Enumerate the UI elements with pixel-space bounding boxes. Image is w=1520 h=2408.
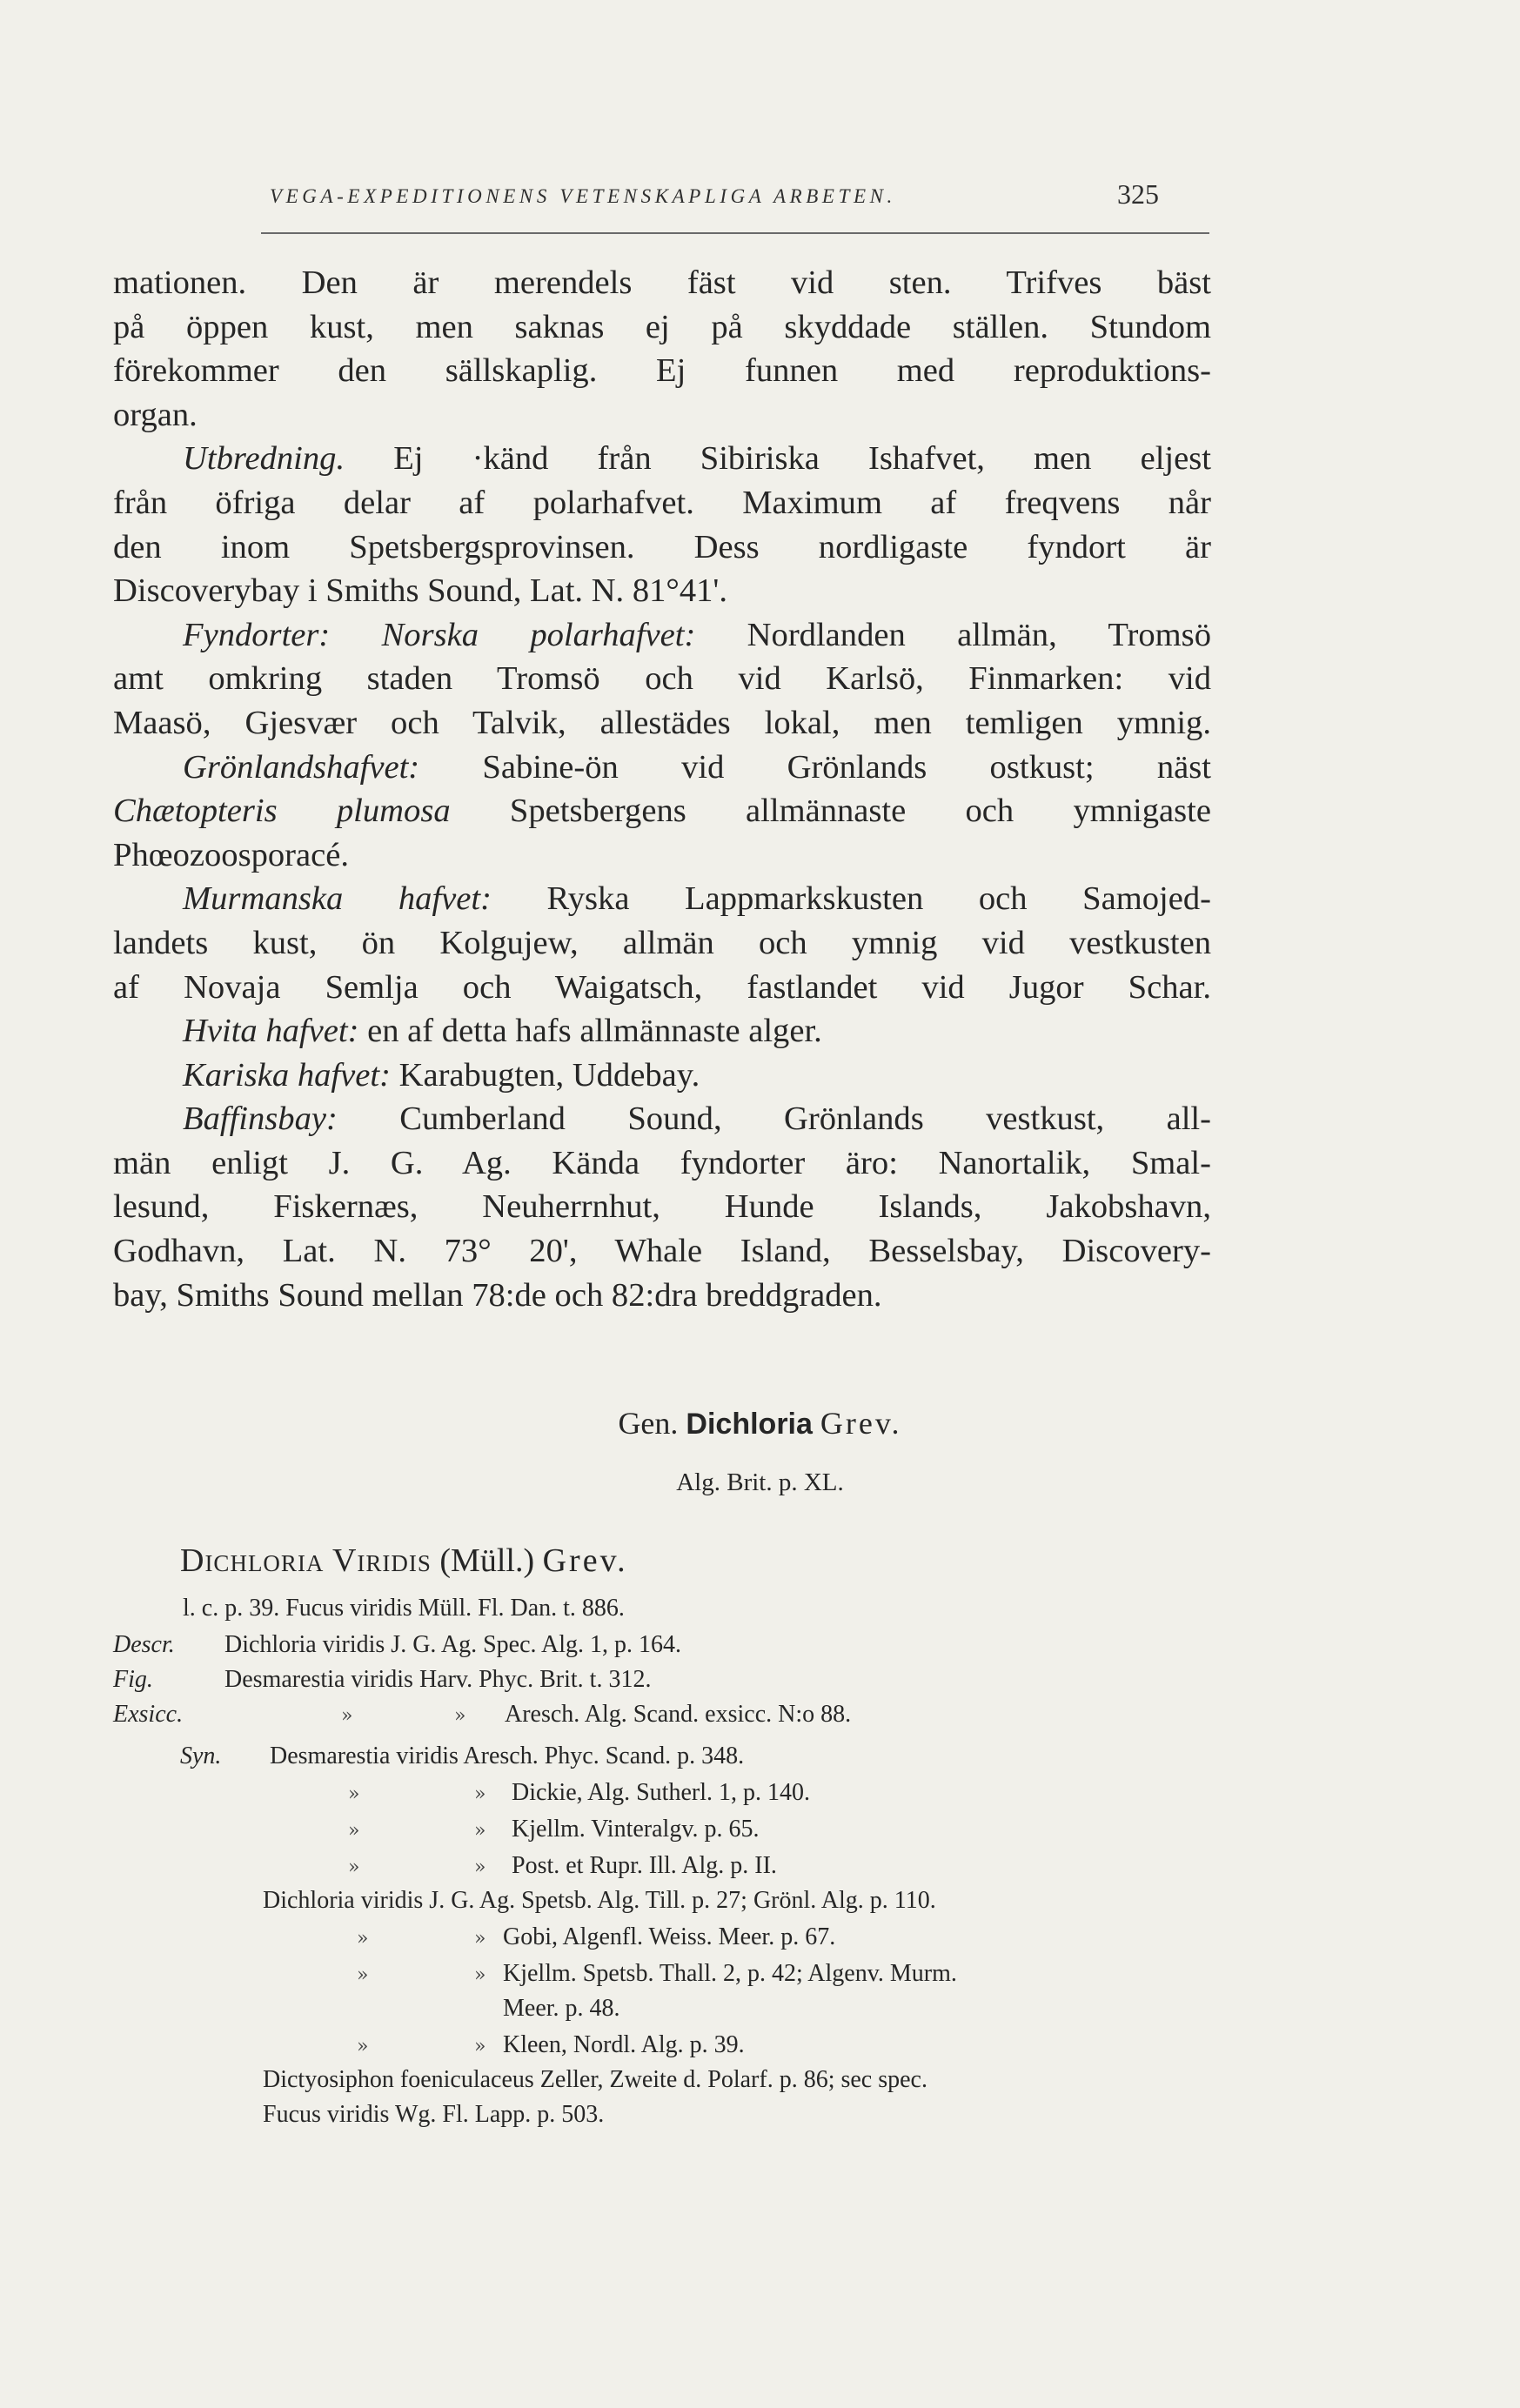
text-line: af Novaja Semlja och Waigatsch, fastlandet vid Jugor Schar. — [113, 968, 1211, 1006]
ditto-mark: » — [357, 2036, 369, 2057]
text-line: Discoverybay i Smiths Sound, Lat. N. 81°41'. — [113, 572, 728, 610]
species-heading: Dichloria Viridis (Müll.) Grev. — [180, 1542, 628, 1579]
ditto-mark: » — [474, 1964, 486, 1986]
text-line: från öfriga delar af polarhafvet. Maximum af freqvens når — [113, 484, 1211, 521]
synonymy-line: Dickie, Alg. Sutherl. 1, p. 140. — [512, 1779, 810, 1806]
region-label-gronlandshafvet: Grönlandshafvet: — [183, 748, 420, 786]
species-name-chaetopteris: Chætopteris plumosa — [113, 793, 451, 830]
text-line: lesund, Fiskernæs, Neuherrnhut, Hunde Islands, Jakobshavn, — [113, 1188, 1211, 1226]
exsicc-label: Exsicc. — [113, 1701, 184, 1728]
ditto-mark: » — [474, 1856, 486, 1878]
syn-label: Syn. — [180, 1742, 222, 1769]
text-line: Grönlandshafvet: Sabine-ön vid Grönlands ostkust; näst — [183, 748, 1211, 786]
text-line: landets kust, ön Kolgujew, allmän och ymnig vid vestkusten — [113, 924, 1211, 961]
text-line: den inom Spetsbergsprovinsen. Dess nordligaste fyndort är — [113, 528, 1211, 565]
synonymy-line: Dictyosiphon foeniculaceus Zeller, Zweite d. Polarf. p. 86; sec spec. — [263, 2066, 927, 2093]
synonymy-line: Kleen, Nordl. Alg. p. 39. — [503, 2031, 745, 2058]
text-line: Fyndorter: Norska polarhafvet: Nordlanden allmän, Tromsö — [183, 616, 1211, 653]
text-line: Maasö, Gjesvær och Talvik, allestädes lokal, men temligen ymnig. — [113, 704, 1211, 741]
ditto-mark: » — [474, 2036, 486, 2057]
genus-author: Grev. — [820, 1406, 902, 1441]
species-genus: Dichloria — [180, 1542, 325, 1579]
ditto-mark: » — [348, 1856, 360, 1878]
region-label-murmanska: Murmanska hafvet: — [183, 880, 492, 918]
region-label-baffinsbay: Baffinsbay: — [183, 1100, 338, 1138]
synonymy-line: Fucus viridis Wg. Fl. Lapp. p. 503. — [263, 2101, 605, 2128]
ditto-mark: » — [474, 1783, 486, 1805]
descr-label: Descr. — [113, 1631, 175, 1658]
text-line: på öppen kust, men saknas ej på skyddade ställen. Stundom — [113, 308, 1211, 345]
genus-heading: Gen. Dichloria Grev. — [618, 1406, 902, 1441]
synonymy-line: Dichloria viridis J. G. Ag. Spetsb. Alg. Till. p. 27; Grönl. Alg. p. 110. — [263, 1887, 936, 1914]
ditto-mark: » — [341, 1705, 353, 1727]
synonymy-line: Desmarestia viridis Aresch. Phyc. Scand. p. 348. — [270, 1742, 745, 1769]
text-line: Godhavn, Lat. N. 73° 20', Whale Island, Besselsbay, Discovery- — [113, 1233, 1211, 1270]
text-line: Chætopteris plumosa Spetsbergens allmännaste och ymnigaste — [113, 793, 1212, 830]
page-number: 325 — [1117, 178, 1159, 210]
ditto-mark: » — [474, 1928, 486, 1950]
genus-name: Dichloria — [686, 1408, 813, 1441]
text-line: Baffinsbay: Cumberland Sound, Grönlands vestkust, all- — [183, 1100, 1211, 1138]
ditto-mark: » — [357, 1964, 369, 1986]
synonymy-line: Aresch. Alg. Scand. exsicc. N:o 88. — [505, 1701, 852, 1728]
text-line: Kariska hafvet: Karabugten, Uddebay. — [183, 1056, 700, 1094]
section-label-utbredning: Utbredning. — [183, 440, 345, 478]
section-label-fyndorter: Fyndorter: Norska polarhafvet: — [183, 616, 696, 653]
species-epithet: Viridis — [331, 1542, 432, 1579]
text-line: mationen. Den är merendels fäst vid sten. Trifves bäst — [113, 264, 1211, 301]
main-text — [113, 261, 1211, 1317]
synonymy-line: Gobi, Algenfl. Weiss. Meer. p. 67. — [503, 1923, 836, 1950]
fig-label: Fig. — [113, 1666, 153, 1693]
text-line: Utbredning. Ej ·känd från Sibiriska Ishafvet, men eljest — [183, 440, 1211, 478]
synonymy-line: Kjellm. Spetsb. Thall. 2, p. 42; Algenv. Murm. — [503, 1960, 957, 1987]
text-line: Murmanska hafvet: Ryska Lappmarkskusten och Samojed- — [183, 880, 1211, 918]
text-line: Hvita hafvet: en af detta hafs allmännaste alger. — [183, 1013, 822, 1050]
region-label-hvita: Hvita hafvet: — [183, 1013, 359, 1050]
synonymy-line: l. c. p. 39. Fucus viridis Müll. Fl. Dan. t. 886. — [183, 1595, 625, 1622]
text-line: förekommer den sällskaplig. Ej funnen med reproduktions- — [113, 352, 1211, 390]
synonymy-line: Desmarestia viridis Harv. Phyc. Brit. t. 312. — [224, 1666, 652, 1693]
text-line: Phœozoosporacé. — [113, 836, 350, 873]
ditto-mark: » — [348, 1783, 360, 1805]
running-header: VEGA-EXPEDITIONENS VETENSKAPLIGA ARBETEN. — [270, 185, 896, 207]
synonymy-line: Kjellm. Vinteralgv. p. 65. — [512, 1816, 760, 1843]
text-line: män enligt J. G. Ag. Kända fyndorter äro: Nanortalik, Smal- — [113, 1144, 1211, 1181]
region-label-kariska: Kariska hafvet: — [183, 1056, 391, 1094]
text-line: organ. — [113, 396, 198, 433]
synonymy-line: Dichloria viridis J. G. Ag. Spec. Alg. 1, p. 164. — [224, 1631, 681, 1658]
text-line: bay, Smiths Sound mellan 78:de och 82:dra breddgraden. — [113, 1276, 882, 1314]
ditto-mark: » — [348, 1820, 360, 1842]
ditto-mark: » — [454, 1705, 466, 1727]
ditto-mark: » — [357, 1928, 369, 1950]
synonymy-line: Post. et Rupr. Ill. Alg. p. II. — [512, 1852, 777, 1879]
synonymy-line: Meer. p. 48. — [503, 1995, 620, 2022]
text-line: amt omkring staden Tromsö och vid Karlsö, Finmarken: vid — [113, 660, 1211, 698]
header-rule — [261, 232, 1209, 234]
ditto-mark: » — [474, 1820, 486, 1842]
genus-reference: Alg. Brit. p. XL. — [676, 1468, 844, 1496]
